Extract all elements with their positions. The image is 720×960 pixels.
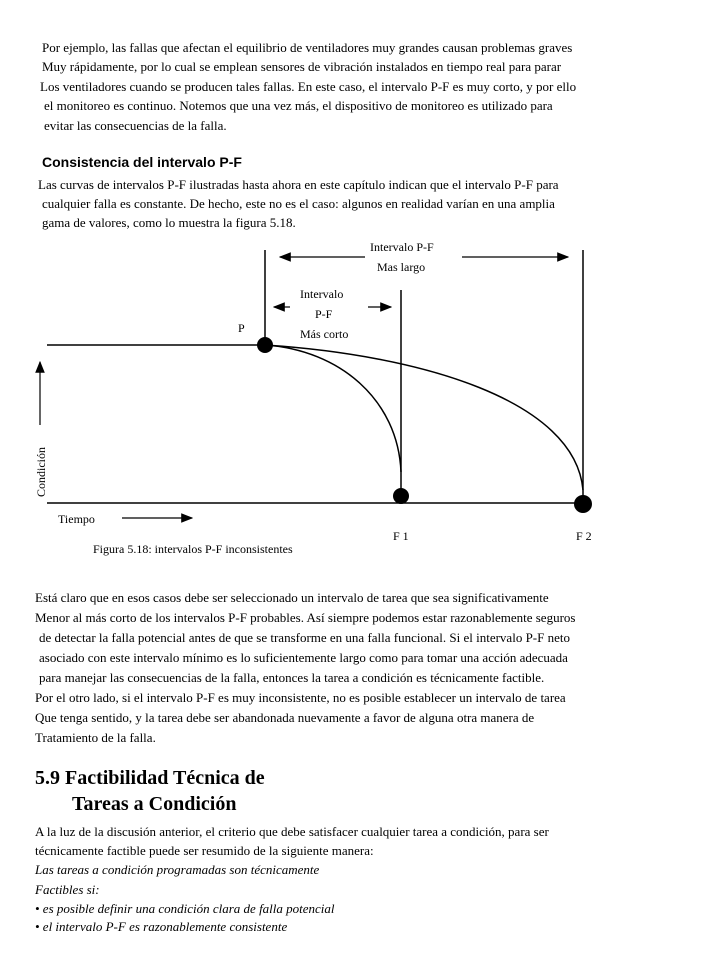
body-line: Por el otro lado, si el intervalo P-F es muy inconsistente, no es posible establecer un intervalo de tarea bbox=[35, 690, 566, 705]
short-interval-label-3: Más corto bbox=[300, 327, 349, 341]
figure-caption: Figura 5.18: intervalos P-F inconsistentes bbox=[93, 542, 293, 556]
body-line: Tratamiento de la falla. bbox=[35, 730, 156, 745]
pf-interval-figure bbox=[0, 230, 720, 570]
curve-long bbox=[265, 345, 583, 490]
short-interval-label-2: P-F bbox=[315, 307, 333, 321]
f1-label: F 1 bbox=[393, 529, 409, 543]
criteria-bullet: • es posible definir una condición clara de falla potencial bbox=[35, 901, 335, 916]
intro-line: Los ventiladores cuando se producen tales fallas. En este caso, el intervalo P-F es muy corto, y por ello bbox=[40, 79, 577, 94]
section-title-line-1: 5.9 Factibilidad Técnica de bbox=[35, 767, 265, 789]
consistency-line: gama de valores, como lo muestra la figura 5.18. bbox=[42, 215, 296, 230]
long-interval-label-2: Mas largo bbox=[377, 260, 426, 274]
body-line: Menor al más corto de los intervalos P-F probables. Así siempre podemos estar razonablemente seguros bbox=[35, 610, 576, 625]
body-line: Que tenga sentido, y la tarea debe ser abandonada nuevamente a favor de alguna otra manera de bbox=[35, 710, 535, 725]
criteria-line: Las tareas a condición programadas son técnicamente bbox=[35, 862, 320, 877]
body-line: para manejar las consecuencias de la falla, entonces la tarea a condición es técnicamente factible. bbox=[39, 670, 545, 685]
intro-line: Por ejemplo, las fallas que afectan el equilibrio de ventiladores muy grandes causan problemas graves bbox=[42, 40, 573, 55]
criteria-bullet: • el intervalo P-F es razonablemente consistente bbox=[35, 919, 288, 934]
f1-point bbox=[393, 488, 409, 504]
section-line: técnicamente factible puede ser resumido de la siguiente manera: bbox=[35, 843, 374, 858]
body-line: asociado con este intervalo mínimo es lo suficientemente largo como para tomar una acción adecuada bbox=[39, 650, 568, 665]
intro-line: Muy rápidamente, por lo cual se emplean sensores de vibración instalados en tiempo real para parar bbox=[42, 59, 562, 74]
consistency-line: Las curvas de intervalos P-F ilustradas hasta ahora en este capítulo indican que el intervalo P-F para bbox=[38, 177, 559, 192]
short-interval-label-1: Intervalo bbox=[300, 287, 344, 301]
long-interval-label-1: Intervalo P-F bbox=[370, 240, 434, 254]
intro-line: el monitoreo es continuo. Notemos que una vez más, el dispositivo de monitoreo es utilizado para bbox=[44, 98, 553, 113]
body-line: Está claro que en esos casos debe ser seleccionado un intervalo de tarea que sea significativamente bbox=[35, 590, 549, 605]
body-line: de detectar la falla potencial antes de que se transforme en una falla funcional. Si el intervalo P-F neto bbox=[39, 630, 570, 645]
intro-line: evitar las consecuencias de la falla. bbox=[44, 118, 227, 133]
criteria-line: Factibles si: bbox=[35, 882, 100, 897]
consistency-heading: Consistencia del intervalo P-F bbox=[42, 154, 242, 170]
f2-point bbox=[574, 495, 592, 513]
f2-label: F 2 bbox=[576, 529, 592, 543]
p-label: P bbox=[238, 321, 245, 335]
time-axis-label: Tiempo bbox=[58, 512, 95, 526]
section-line: A la luz de la discusión anterior, el criterio que debe satisfacer cualquier tarea a condición, para ser bbox=[35, 824, 549, 839]
curve-short bbox=[265, 345, 401, 472]
condition-axis-label: Condición bbox=[34, 447, 48, 497]
consistency-line: cualquier falla es constante. De hecho, este no es el caso: algunos en realidad varían en una amplia bbox=[42, 196, 555, 211]
section-title-line-2: Tareas a Condición bbox=[72, 793, 237, 815]
p-point bbox=[257, 337, 273, 353]
